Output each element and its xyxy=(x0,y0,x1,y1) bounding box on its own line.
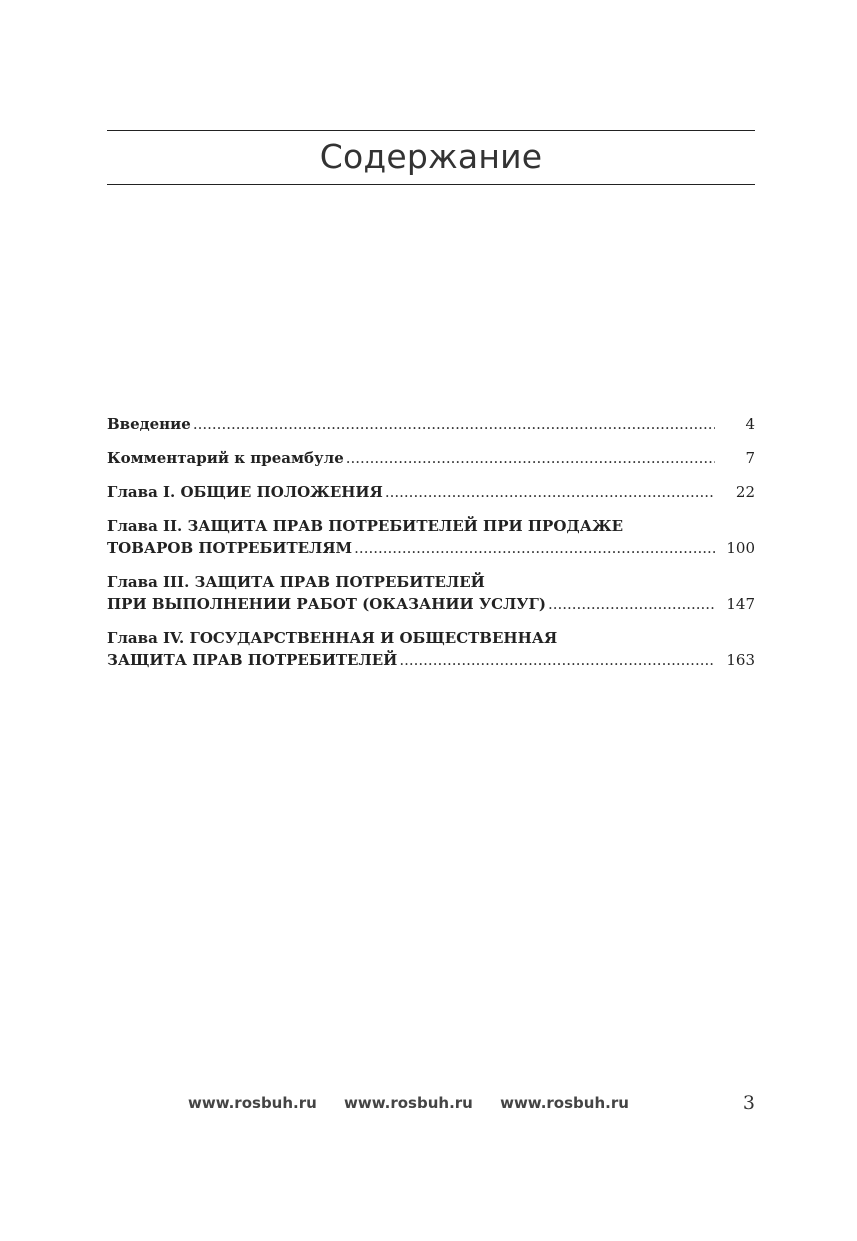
toc-entry-line: Глава II. ЗАЩИТА ПРАВ ПОТРЕБИТЕЛЕЙ ПРИ ПРОДАЖЕ xyxy=(107,517,624,535)
toc-entry[interactable] xyxy=(107,571,755,615)
toc-entry-title xyxy=(107,413,715,435)
toc-entry[interactable] xyxy=(107,481,755,503)
dot-leader xyxy=(548,593,715,615)
table-of-contents xyxy=(107,413,755,683)
page-title: Содержание xyxy=(319,137,543,176)
toc-page-number: 163 xyxy=(726,651,755,669)
dot-leader xyxy=(346,447,715,469)
footer-links xyxy=(188,1094,651,1112)
toc-entry-label: ЗАЩИТА ПРАВ ПОТРЕБИТЕЛЕЙ xyxy=(107,651,398,669)
toc-page-number: 147 xyxy=(726,595,755,613)
toc-entry[interactable] xyxy=(107,515,755,559)
toc-entry-label: Комментарий к преамбуле xyxy=(107,449,344,467)
toc-entry-label: ПРИ ВЫПОЛНЕНИИ РАБОТ (ОКАЗАНИИ УСЛУГ) xyxy=(107,595,546,613)
dot-leader xyxy=(399,649,715,671)
toc-entry-title xyxy=(107,627,715,671)
toc-page-number: 7 xyxy=(745,449,755,467)
toc-entry[interactable] xyxy=(107,447,755,469)
toc-entry-title xyxy=(107,481,715,503)
toc-entry-title xyxy=(107,571,715,615)
title-rule-top xyxy=(107,130,755,131)
footer-link[interactable]: www.rosbuh.ru xyxy=(500,1094,629,1112)
toc-entry-line: Глава III. ЗАЩИТА ПРАВ ПОТРЕБИТЕЛЕЙ xyxy=(107,573,485,591)
dot-leader xyxy=(354,537,715,559)
toc-page-number: 22 xyxy=(735,483,755,501)
toc-page-number: 100 xyxy=(726,539,755,557)
footer-link[interactable]: www.rosbuh.ru xyxy=(344,1094,473,1112)
toc-page-number: 4 xyxy=(745,415,755,433)
toc-entry-line: Глава IV. ГОСУДАРСТВЕННАЯ И ОБЩЕСТВЕННАЯ xyxy=(107,629,558,647)
page-number: 3 xyxy=(742,1092,755,1114)
title-rule-bottom xyxy=(107,184,755,185)
dot-leader xyxy=(385,481,715,503)
toc-entry[interactable] xyxy=(107,627,755,671)
toc-entry-label: Введение xyxy=(107,415,191,433)
toc-entry-label: Глава I. ОБЩИЕ ПОЛОЖЕНИЯ xyxy=(107,483,383,501)
toc-entry-label: ТОВАРОВ ПОТРЕБИТЕЛЯМ xyxy=(107,539,353,557)
page-footer xyxy=(0,1092,857,1116)
footer-link[interactable]: www.rosbuh.ru xyxy=(188,1094,317,1112)
dot-leader xyxy=(193,413,715,435)
toc-entry-title xyxy=(107,447,715,469)
toc-entry-title xyxy=(107,515,715,559)
toc-entry[interactable] xyxy=(107,413,755,435)
